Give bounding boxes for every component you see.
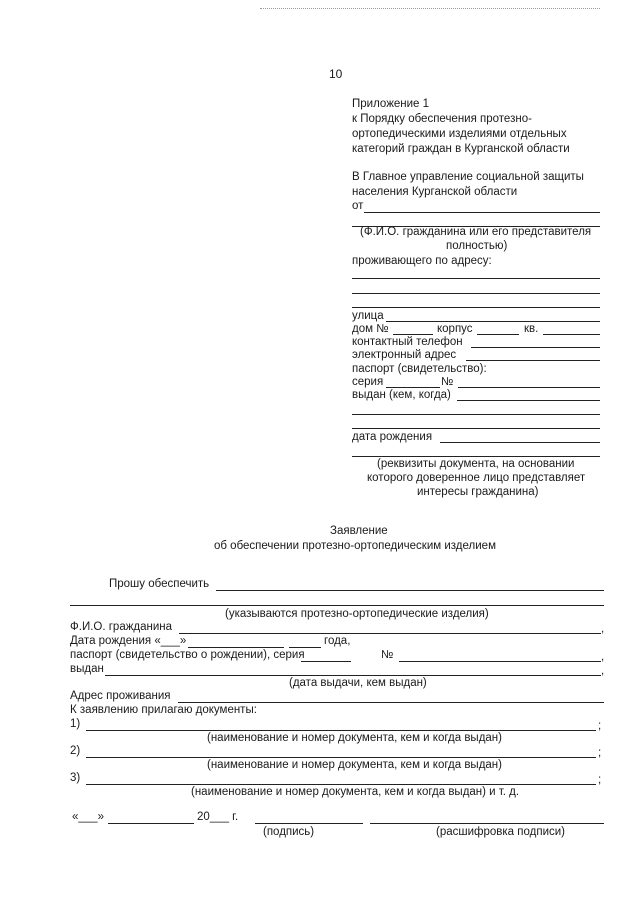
passport-number-field[interactable]	[399, 661, 601, 662]
request-field[interactable]	[216, 590, 604, 591]
building-field[interactable]	[477, 334, 519, 335]
signature-hint: (подпись)	[263, 826, 315, 838]
request-label: Прошу обеспечить	[109, 578, 210, 590]
number-sign: №	[441, 376, 454, 388]
email-label: электронный адрес	[352, 349, 457, 361]
date-year: 20___ г.	[197, 811, 239, 823]
street-label: улица	[352, 310, 384, 322]
signature-field[interactable]	[255, 823, 363, 824]
appendix-line-2: ортопедическими изделиями отдельных	[352, 128, 567, 140]
house-field[interactable]	[393, 334, 433, 335]
fio-field[interactable]	[179, 633, 601, 634]
apt-field[interactable]	[543, 334, 600, 335]
doc-1-label: 1)	[70, 718, 81, 730]
street-field[interactable]	[386, 321, 600, 322]
phone-field[interactable]	[471, 347, 600, 348]
issued-by-field[interactable]	[105, 675, 601, 676]
phone-label: контактный телефон	[352, 336, 463, 348]
doc-2-label: 2)	[70, 745, 81, 757]
residing-label: проживающего по адресу:	[352, 255, 492, 267]
items-hint: (указываются протезно-ортопедические изделия)	[225, 608, 489, 620]
issued-comma: ,	[601, 665, 605, 677]
dob-label: Дата рождения «___»	[70, 635, 187, 647]
fio-hint-line-1: (Ф.И.О. гражданина или его представителя	[360, 226, 592, 238]
doc-3-semicolon: ;	[598, 774, 602, 786]
passport-series-label: паспорт (свидетельство о рождении), серия	[70, 649, 305, 661]
issued-field[interactable]	[457, 400, 600, 401]
rep-hint-line-3: интересы гражданина)	[417, 486, 539, 498]
year-label: года,	[324, 635, 351, 647]
attach-label: К заявлению прилагаю документы:	[70, 704, 257, 716]
statement-subtitle: об обеспечении протезно-ортопедическим изделием	[214, 540, 496, 552]
fio-label: Ф.И.О. гражданина	[70, 621, 173, 633]
issued-field-3[interactable]	[352, 428, 600, 429]
residence-field[interactable]	[178, 702, 604, 703]
passport-label: паспорт (свидетельство):	[352, 363, 487, 375]
decoding-field[interactable]	[370, 823, 604, 824]
dob-month-field[interactable]	[188, 647, 284, 648]
rep-doc-field[interactable]	[352, 456, 600, 457]
doc-1-semicolon: ;	[598, 720, 602, 732]
issued-field-2[interactable]	[352, 414, 600, 415]
appendix-title: Приложение 1	[352, 98, 430, 110]
scan-artifact-line	[260, 8, 600, 9]
issued-label: выдан (кем, когда)	[352, 389, 451, 401]
address-line-1[interactable]	[352, 278, 600, 279]
series-label: серия	[352, 376, 384, 388]
decoding-hint: (расшифровка подписи)	[436, 826, 565, 838]
building-label: корпус	[437, 323, 473, 335]
doc-3-label: 3)	[70, 772, 81, 784]
rep-hint-line-2: которого доверенное лицо представляет	[367, 472, 586, 484]
fio-hint-line-2: полностью)	[446, 240, 508, 252]
date-day: «___»	[72, 811, 104, 823]
date-month-field[interactable]	[108, 823, 194, 824]
rep-hint-line-1: (реквизиты документа, на основании	[377, 458, 575, 470]
doc-1-field[interactable]	[86, 730, 596, 731]
birthdate-field[interactable]	[440, 442, 600, 443]
statement-title: Заявление	[330, 525, 388, 537]
addressee-to-line-1: В Главное управление социальной защиты	[352, 171, 584, 183]
issue-hint: (дата выдачи, кем выдан)	[289, 677, 427, 689]
house-label: дом №	[352, 323, 389, 335]
doc-2-field[interactable]	[86, 757, 596, 758]
birthdate-label: дата рождения	[352, 431, 433, 443]
apt-label: кв.	[524, 323, 539, 335]
series-field[interactable]	[386, 387, 440, 388]
from-field[interactable]	[364, 212, 600, 213]
passport-number-sign: №	[381, 649, 394, 661]
address-line-3[interactable]	[352, 307, 600, 308]
number-field[interactable]	[458, 387, 600, 388]
address-line-2[interactable]	[352, 293, 600, 294]
addressee-to-line-2: населения Курганской области	[352, 186, 518, 198]
appendix-line-1: к Порядку обеспечения протезно-	[352, 113, 532, 125]
doc-1-hint: (наименование и номер документа, кем и когда выдан)	[207, 732, 502, 744]
doc-2-hint: (наименование и номер документа, кем и когда выдан)	[207, 759, 502, 771]
issued-by-label: выдан	[70, 663, 104, 675]
passport-series-field[interactable]	[301, 661, 351, 662]
email-field[interactable]	[466, 360, 600, 361]
from-label: от	[352, 200, 364, 212]
passport-comma: ,	[601, 651, 605, 663]
fio-comma: ,	[601, 623, 605, 635]
request-field-2[interactable]	[70, 605, 604, 606]
doc-3-hint: (наименование и номер документа, кем и когда выдан) и т. д.	[191, 786, 520, 798]
page-number: 10	[329, 67, 343, 81]
doc-2-semicolon: ;	[598, 747, 602, 759]
appendix-line-3: категорий граждан в Курганской области	[352, 143, 570, 155]
doc-3-field[interactable]	[86, 784, 596, 785]
residence-label: Адрес проживания	[70, 690, 171, 702]
dob-year-field[interactable]	[289, 647, 321, 648]
